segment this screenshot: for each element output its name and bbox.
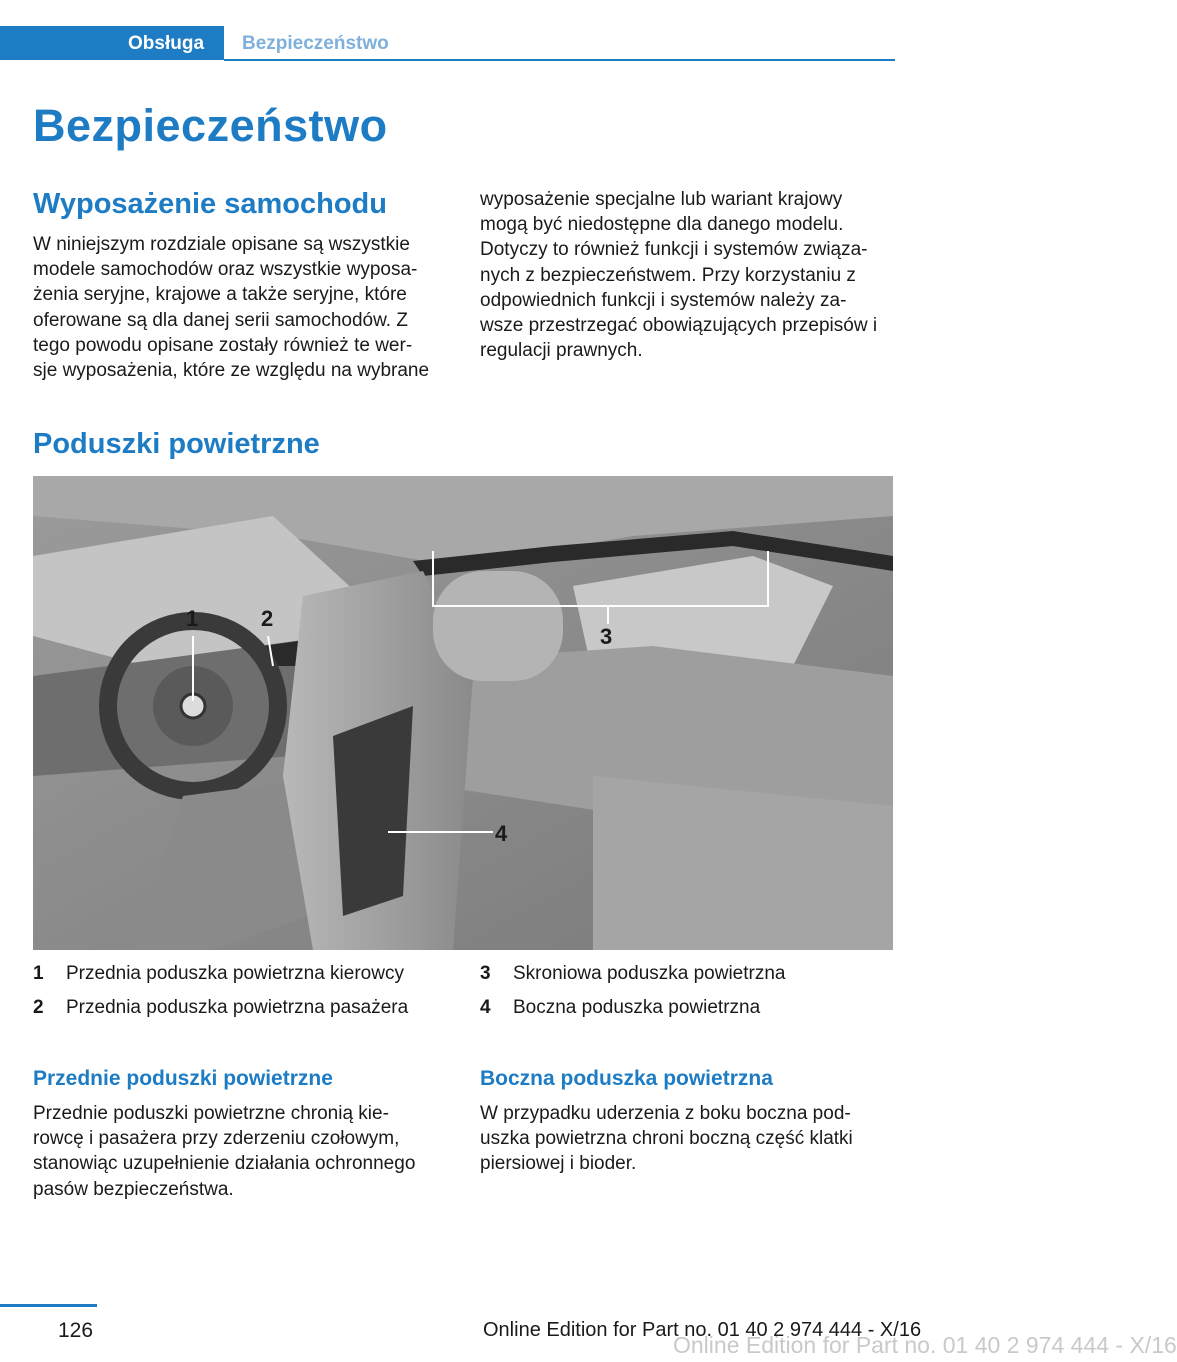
- legend-text: Skroniowa poduszka powietrzna: [513, 963, 786, 984]
- text-line: pasów bezpieczeństwa.: [33, 1178, 234, 1200]
- tab-bezpieczenstwo-label[interactable]: Bezpieczeństwo: [242, 33, 389, 54]
- side-airbag-text: [480, 1101, 900, 1177]
- callout-3: 3: [600, 624, 613, 649]
- text-line: piersiowej i bioder.: [480, 1153, 637, 1175]
- running-header: [0, 26, 895, 62]
- watermark: Online Edition for Part no. 01 40 2 974 444 - X/16: [673, 1332, 1177, 1358]
- legend-text: Przednia poduszka powietrzna kierowcy: [66, 963, 404, 984]
- car-interior-airbag-figure: [33, 476, 893, 950]
- text-line: modele samochodów oraz wszystkie wyposa‐: [33, 259, 418, 281]
- text-line: W przypadku uderzenia z boku boczna pod‐: [480, 1103, 851, 1124]
- legend-item: [33, 997, 453, 1023]
- heading-equipment: Wyposażenie samochodu: [33, 188, 387, 220]
- callout-1: 1: [186, 606, 199, 631]
- text-line: odpowiednich funkcji i systemów należy za‐: [480, 289, 847, 311]
- text-line: żenia seryjne, krajowe a także seryjne, które: [33, 284, 407, 306]
- legend-text: Boczna poduszka powietrzna: [513, 997, 761, 1018]
- callout-4: 4: [495, 821, 508, 846]
- text-line: uszka powietrzna chroni boczną część klatki: [480, 1128, 853, 1150]
- legend-text: Przednia poduszka powietrzna pasażera: [66, 997, 409, 1018]
- header-rule: [224, 59, 895, 61]
- tab-obsluga[interactable]: [0, 26, 224, 60]
- text-line: sje wyposażenia, które ze względu na wybrane: [33, 360, 430, 382]
- text-line: tego powodu opisane zostały również te wer‐: [33, 334, 413, 356]
- legend-item: [480, 963, 900, 989]
- heading-front-airbags: Przednie poduszki powietrzne: [33, 1067, 333, 1090]
- legend-number: 4: [480, 997, 491, 1018]
- text-line: regulacji prawnych.: [480, 340, 643, 362]
- text-line: stanowiąc uzupełnienie działania ochronnego: [33, 1153, 416, 1175]
- equipment-column-1: [33, 232, 453, 383]
- legend-number: 2: [33, 997, 44, 1018]
- text-line: Przednie poduszki powietrzne chronią kie‐: [33, 1103, 389, 1124]
- text-line: rowcę i pasażera przy zderzeniu czołowym,: [33, 1128, 400, 1150]
- text-line: oferowane są dla danej serii samochodów. Z: [33, 309, 408, 331]
- legend-number: 1: [33, 963, 44, 984]
- footer-edition: Online Edition for Part no. 01 40 2 974 444 - X/16: [483, 1319, 922, 1341]
- page-title: Bezpieczeństwo: [33, 100, 388, 151]
- callout-2: 2: [261, 606, 274, 631]
- legend-item: [33, 963, 453, 989]
- text-line: W niniejszym rozdziale opisane są wszystkie: [33, 234, 410, 255]
- text-line: nych z bezpieczeństwem. Przy korzystaniu z: [480, 264, 856, 286]
- heading-side-airbag: Boczna poduszka powietrzna: [480, 1067, 773, 1090]
- text-line: wsze przestrzegać obowiązujących przepisów i: [480, 315, 878, 337]
- legend-item: [480, 997, 900, 1023]
- page-number: 126: [58, 1319, 94, 1342]
- text-line: mogą być niedostępne dla danego modelu.: [480, 214, 844, 236]
- legend-number: 3: [480, 963, 491, 984]
- text-line: wyposażenie specjalne lub wariant krajowy: [480, 189, 843, 210]
- tab-obsluga-label: Obsługa: [128, 33, 205, 54]
- front-airbags-text: [33, 1101, 453, 1202]
- equipment-column-2: [480, 187, 900, 363]
- footer-rule: [0, 1304, 97, 1307]
- text-line: Dotyczy to również funkcji i systemów związa‐: [480, 239, 868, 261]
- heading-airbags: Poduszki powietrzne: [33, 428, 320, 460]
